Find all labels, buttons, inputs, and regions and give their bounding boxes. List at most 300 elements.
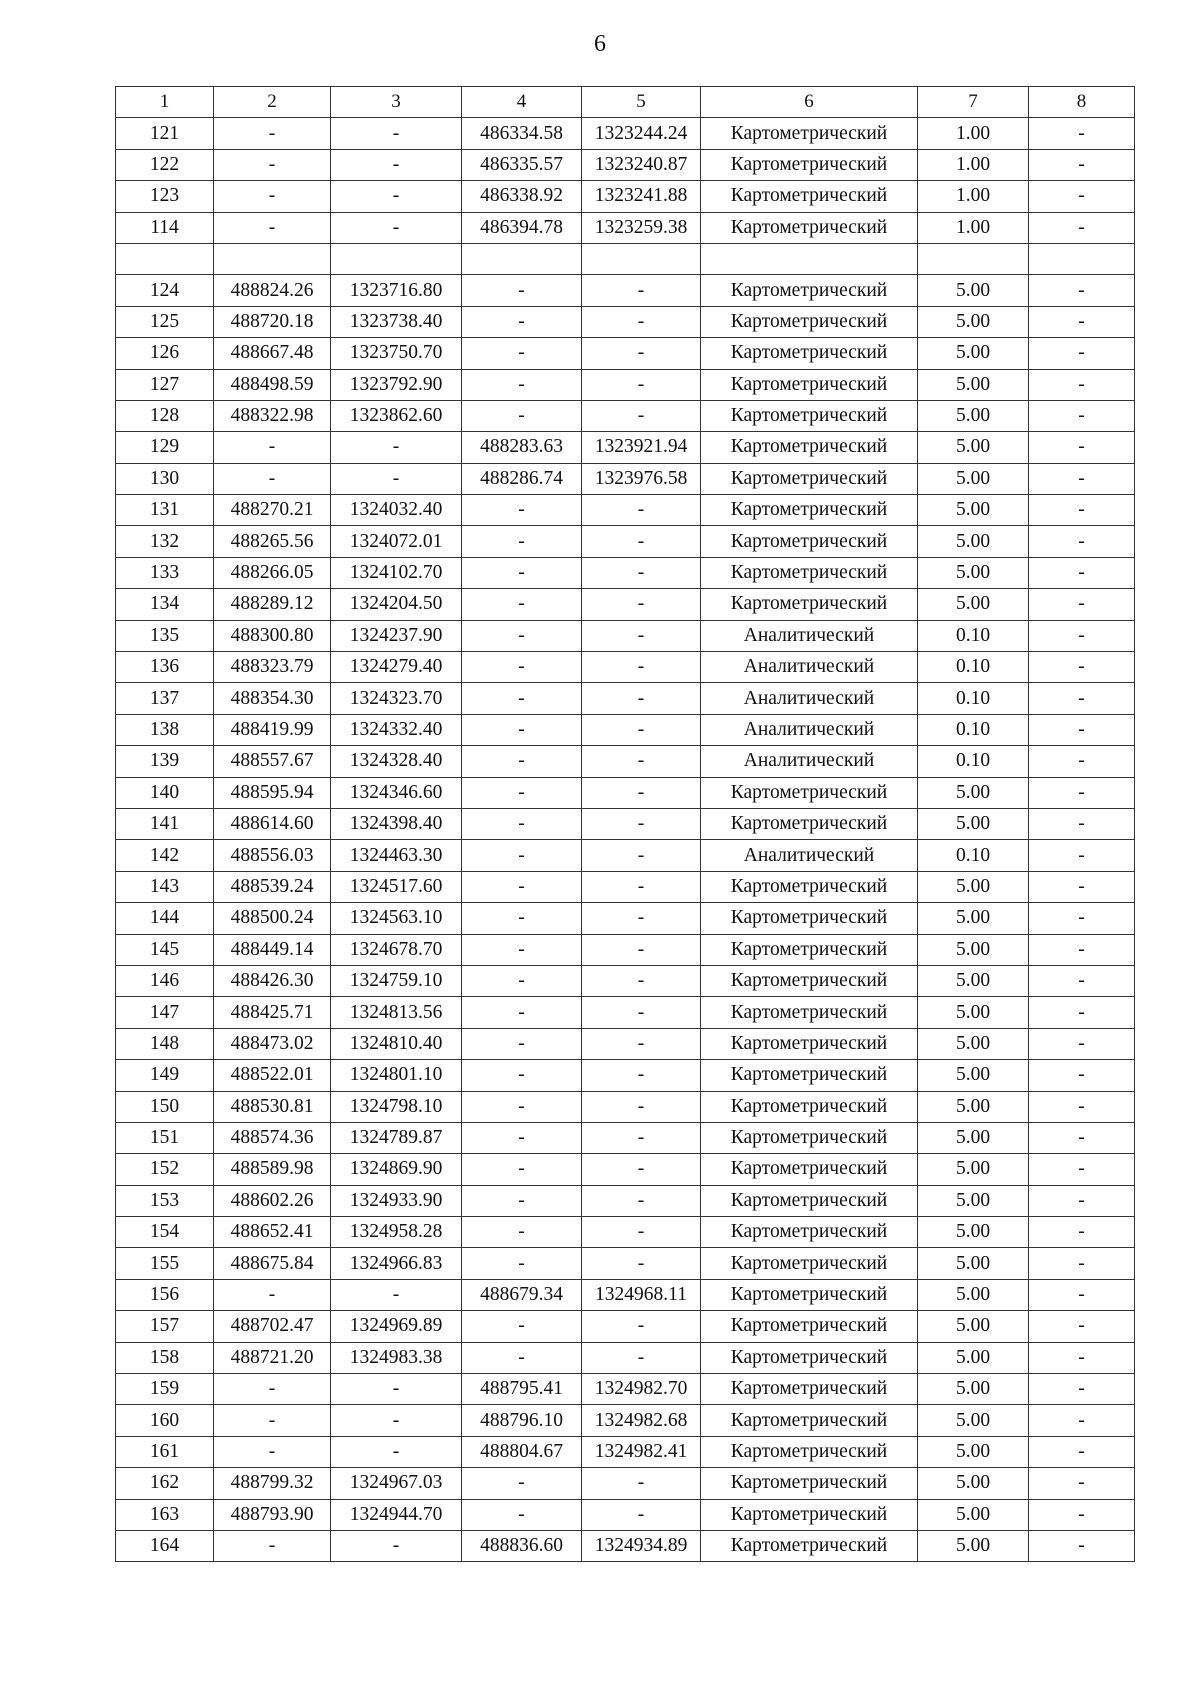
x-coord-cell: -: [214, 118, 331, 149]
note-cell: -: [1029, 1248, 1135, 1279]
note-cell: -: [1029, 149, 1135, 180]
x-coord-cell: 488425.71: [214, 997, 331, 1028]
x-coord-alt-cell: -: [462, 369, 582, 400]
header-cell-1: 1: [116, 87, 214, 118]
table-row: [116, 557, 1135, 588]
method-cell: Картометрический: [701, 212, 918, 243]
y-coord-cell: -: [331, 1405, 462, 1436]
x-coord-alt-cell: 488836.60: [462, 1530, 582, 1561]
point-number-cell: 154: [116, 1217, 214, 1248]
accuracy-cell: 5.00: [918, 1342, 1029, 1373]
x-coord-cell: 488721.20: [214, 1342, 331, 1373]
x-coord-cell: 488667.48: [214, 338, 331, 369]
note-cell: -: [1029, 1091, 1135, 1122]
header-cell-2: 2: [214, 87, 331, 118]
table-row: [116, 432, 1135, 463]
method-cell: Картометрический: [701, 871, 918, 902]
accuracy-cell: 5.00: [918, 1248, 1029, 1279]
x-coord-alt-cell: -: [462, 1342, 582, 1373]
x-coord-alt-cell: -: [462, 620, 582, 651]
table-row: [116, 589, 1135, 620]
accuracy-cell: 5.00: [918, 1154, 1029, 1185]
table-row: [116, 1468, 1135, 1499]
x-coord-cell: -: [214, 212, 331, 243]
method-cell: Картометрический: [701, 118, 918, 149]
y-coord-cell: 1324958.28: [331, 1217, 462, 1248]
y-coord-cell: 1324463.30: [331, 840, 462, 871]
accuracy-cell: 5.00: [918, 526, 1029, 557]
method-cell: Картометрический: [701, 997, 918, 1028]
point-number-cell: 131: [116, 495, 214, 526]
table-row: [116, 275, 1135, 306]
y-coord-cell: [331, 243, 462, 274]
x-coord-cell: 488354.30: [214, 683, 331, 714]
note-cell: -: [1029, 746, 1135, 777]
method-cell: Картометрический: [701, 495, 918, 526]
accuracy-cell: 0.10: [918, 683, 1029, 714]
table-row: [116, 212, 1135, 243]
x-coord-cell: 488793.90: [214, 1499, 331, 1530]
x-coord-cell: 488449.14: [214, 934, 331, 965]
y-coord-cell: 1324032.40: [331, 495, 462, 526]
y-coord-alt-cell: -: [582, 1154, 701, 1185]
y-coord-alt-cell: 1324982.41: [582, 1436, 701, 1467]
y-coord-cell: 1323862.60: [331, 400, 462, 431]
x-coord-cell: 488500.24: [214, 903, 331, 934]
point-number-cell: [116, 243, 214, 274]
y-coord-cell: 1324102.70: [331, 557, 462, 588]
point-number-cell: 136: [116, 652, 214, 683]
point-number-cell: 132: [116, 526, 214, 557]
table-row: [116, 1279, 1135, 1310]
table-row: [116, 1311, 1135, 1342]
note-cell: -: [1029, 589, 1135, 620]
y-coord-alt-cell: -: [582, 1248, 701, 1279]
y-coord-alt-cell: -: [582, 275, 701, 306]
point-number-cell: 126: [116, 338, 214, 369]
method-cell: Аналитический: [701, 620, 918, 651]
method-cell: Картометрический: [701, 1436, 918, 1467]
x-coord-cell: -: [214, 181, 331, 212]
point-number-cell: 150: [116, 1091, 214, 1122]
x-coord-alt-cell: -: [462, 903, 582, 934]
point-number-cell: 153: [116, 1185, 214, 1216]
point-number-cell: 141: [116, 808, 214, 839]
note-cell: -: [1029, 652, 1135, 683]
accuracy-cell: 5.00: [918, 1122, 1029, 1153]
y-coord-cell: 1324969.89: [331, 1311, 462, 1342]
y-coord-cell: 1324813.56: [331, 997, 462, 1028]
x-coord-cell: 488270.21: [214, 495, 331, 526]
x-coord-cell: 488539.24: [214, 871, 331, 902]
y-coord-alt-cell: -: [582, 934, 701, 965]
y-coord-alt-cell: -: [582, 997, 701, 1028]
y-coord-alt-cell: -: [582, 714, 701, 745]
point-number-cell: 157: [116, 1311, 214, 1342]
header-cell-3: 3: [331, 87, 462, 118]
x-coord-alt-cell: -: [462, 965, 582, 996]
y-coord-alt-cell: 1324982.68: [582, 1405, 701, 1436]
x-coord-alt-cell: -: [462, 338, 582, 369]
y-coord-alt-cell: -: [582, 965, 701, 996]
accuracy-cell: 0.10: [918, 746, 1029, 777]
method-cell: [701, 243, 918, 274]
y-coord-cell: 1324801.10: [331, 1060, 462, 1091]
accuracy-cell: 0.10: [918, 652, 1029, 683]
x-coord-alt-cell: -: [462, 871, 582, 902]
y-coord-alt-cell: 1323244.24: [582, 118, 701, 149]
x-coord-cell: -: [214, 1436, 331, 1467]
x-coord-alt-cell: -: [462, 777, 582, 808]
y-coord-cell: 1324279.40: [331, 652, 462, 683]
note-cell: -: [1029, 369, 1135, 400]
x-coord-alt-cell: -: [462, 1217, 582, 1248]
y-coord-cell: -: [331, 149, 462, 180]
x-coord-cell: 488675.84: [214, 1248, 331, 1279]
x-coord-alt-cell: 486338.92: [462, 181, 582, 212]
table-row: [116, 243, 1135, 274]
point-number-cell: 123: [116, 181, 214, 212]
x-coord-cell: 488720.18: [214, 306, 331, 337]
note-cell: -: [1029, 181, 1135, 212]
y-coord-cell: 1324967.03: [331, 1468, 462, 1499]
header-cell-6: 6: [701, 87, 918, 118]
method-cell: Картометрический: [701, 338, 918, 369]
x-coord-cell: 488589.98: [214, 1154, 331, 1185]
x-coord-alt-cell: -: [462, 1185, 582, 1216]
y-coord-cell: -: [331, 463, 462, 494]
y-coord-alt-cell: -: [582, 1311, 701, 1342]
y-coord-alt-cell: -: [582, 369, 701, 400]
x-coord-cell: 488300.80: [214, 620, 331, 651]
table-row: [116, 1122, 1135, 1153]
y-coord-alt-cell: -: [582, 840, 701, 871]
table-row: [116, 306, 1135, 337]
accuracy-cell: 5.00: [918, 1499, 1029, 1530]
x-coord-alt-cell: -: [462, 683, 582, 714]
y-coord-alt-cell: -: [582, 557, 701, 588]
x-coord-alt-cell: [462, 243, 582, 274]
x-coord-cell: 488522.01: [214, 1060, 331, 1091]
x-coord-alt-cell: 486334.58: [462, 118, 582, 149]
y-coord-cell: 1324983.38: [331, 1342, 462, 1373]
x-coord-alt-cell: -: [462, 840, 582, 871]
x-coord-cell: 488530.81: [214, 1091, 331, 1122]
method-cell: Картометрический: [701, 1185, 918, 1216]
note-cell: -: [1029, 965, 1135, 996]
table-row: [116, 997, 1135, 1028]
note-cell: -: [1029, 275, 1135, 306]
point-number-cell: 159: [116, 1374, 214, 1405]
y-coord-alt-cell: -: [582, 903, 701, 934]
point-number-cell: 161: [116, 1436, 214, 1467]
method-cell: Картометрический: [701, 1405, 918, 1436]
y-coord-alt-cell: -: [582, 683, 701, 714]
table-row: [116, 1217, 1135, 1248]
note-cell: -: [1029, 557, 1135, 588]
x-coord-alt-cell: -: [462, 589, 582, 620]
x-coord-alt-cell: -: [462, 1499, 582, 1530]
method-cell: Картометрический: [701, 400, 918, 431]
note-cell: -: [1029, 526, 1135, 557]
x-coord-alt-cell: -: [462, 808, 582, 839]
header-row: [116, 87, 1135, 118]
y-coord-cell: 1324237.90: [331, 620, 462, 651]
y-coord-alt-cell: -: [582, 871, 701, 902]
y-coord-alt-cell: -: [582, 306, 701, 337]
y-coord-alt-cell: -: [582, 526, 701, 557]
x-coord-alt-cell: -: [462, 934, 582, 965]
method-cell: Картометрический: [701, 934, 918, 965]
x-coord-alt-cell: 488679.34: [462, 1279, 582, 1310]
accuracy-cell: 5.00: [918, 965, 1029, 996]
note-cell: -: [1029, 400, 1135, 431]
method-cell: Картометрический: [701, 306, 918, 337]
table-row: [116, 338, 1135, 369]
method-cell: Картометрический: [701, 432, 918, 463]
accuracy-cell: 5.00: [918, 1374, 1029, 1405]
x-coord-alt-cell: -: [462, 400, 582, 431]
y-coord-cell: 1324789.87: [331, 1122, 462, 1153]
y-coord-cell: 1324517.60: [331, 871, 462, 902]
table-row: [116, 118, 1135, 149]
table-row: [116, 400, 1135, 431]
x-coord-cell: 488556.03: [214, 840, 331, 871]
y-coord-alt-cell: 1323259.38: [582, 212, 701, 243]
note-cell: -: [1029, 212, 1135, 243]
y-coord-alt-cell: 1323976.58: [582, 463, 701, 494]
y-coord-cell: 1323792.90: [331, 369, 462, 400]
method-cell: Картометрический: [701, 1499, 918, 1530]
y-coord-cell: 1324323.70: [331, 683, 462, 714]
accuracy-cell: 5.00: [918, 903, 1029, 934]
x-coord-cell: 488557.67: [214, 746, 331, 777]
method-cell: Картометрический: [701, 463, 918, 494]
accuracy-cell: 0.10: [918, 840, 1029, 871]
point-number-cell: 129: [116, 432, 214, 463]
y-coord-alt-cell: [582, 243, 701, 274]
table-row: [116, 652, 1135, 683]
note-cell: -: [1029, 1185, 1135, 1216]
y-coord-alt-cell: -: [582, 1060, 701, 1091]
accuracy-cell: 5.00: [918, 275, 1029, 306]
accuracy-cell: 5.00: [918, 1185, 1029, 1216]
y-coord-alt-cell: -: [582, 1028, 701, 1059]
x-coord-alt-cell: 488796.10: [462, 1405, 582, 1436]
table-row: [116, 1248, 1135, 1279]
x-coord-cell: -: [214, 432, 331, 463]
x-coord-alt-cell: -: [462, 746, 582, 777]
table-header: [116, 87, 1135, 118]
x-coord-cell: -: [214, 1374, 331, 1405]
y-coord-alt-cell: -: [582, 338, 701, 369]
x-coord-cell: 488322.98: [214, 400, 331, 431]
note-cell: -: [1029, 1530, 1135, 1561]
method-cell: Картометрический: [701, 903, 918, 934]
table-row: [116, 965, 1135, 996]
table-row: [116, 181, 1135, 212]
x-coord-cell: 488595.94: [214, 777, 331, 808]
accuracy-cell: 5.00: [918, 997, 1029, 1028]
x-coord-cell: 488799.32: [214, 1468, 331, 1499]
y-coord-cell: 1324759.10: [331, 965, 462, 996]
x-coord-cell: -: [214, 1405, 331, 1436]
accuracy-cell: 5.00: [918, 495, 1029, 526]
y-coord-alt-cell: -: [582, 808, 701, 839]
method-cell: Картометрический: [701, 1217, 918, 1248]
header-cell-4: 4: [462, 87, 582, 118]
table-row: [116, 840, 1135, 871]
note-cell: -: [1029, 934, 1135, 965]
method-cell: Картометрический: [701, 1342, 918, 1373]
point-number-cell: 144: [116, 903, 214, 934]
method-cell: Картометрический: [701, 808, 918, 839]
y-coord-alt-cell: -: [582, 400, 701, 431]
point-number-cell: 145: [116, 934, 214, 965]
table-row: [116, 495, 1135, 526]
y-coord-cell: 1323750.70: [331, 338, 462, 369]
method-cell: Картометрический: [701, 1091, 918, 1122]
y-coord-alt-cell: -: [582, 652, 701, 683]
method-cell: Картометрический: [701, 557, 918, 588]
point-number-cell: 134: [116, 589, 214, 620]
x-coord-alt-cell: 488804.67: [462, 1436, 582, 1467]
accuracy-cell: 5.00: [918, 1436, 1029, 1467]
method-cell: Картометрический: [701, 1122, 918, 1153]
y-coord-cell: -: [331, 432, 462, 463]
method-cell: Картометрический: [701, 1468, 918, 1499]
y-coord-cell: 1324346.60: [331, 777, 462, 808]
y-coord-cell: 1324204.50: [331, 589, 462, 620]
y-coord-alt-cell: 1324968.11: [582, 1279, 701, 1310]
method-cell: Картометрический: [701, 181, 918, 212]
x-coord-alt-cell: -: [462, 652, 582, 683]
method-cell: Картометрический: [701, 589, 918, 620]
x-coord-alt-cell: -: [462, 997, 582, 1028]
accuracy-cell: 5.00: [918, 557, 1029, 588]
table-row: [116, 1091, 1135, 1122]
method-cell: Аналитический: [701, 840, 918, 871]
y-coord-cell: -: [331, 1436, 462, 1467]
note-cell: -: [1029, 1122, 1135, 1153]
y-coord-alt-cell: -: [582, 1217, 701, 1248]
note-cell: -: [1029, 1436, 1135, 1467]
x-coord-alt-cell: 488795.41: [462, 1374, 582, 1405]
method-cell: Картометрический: [701, 526, 918, 557]
x-coord-alt-cell: -: [462, 1154, 582, 1185]
note-cell: -: [1029, 871, 1135, 902]
x-coord-cell: 488614.60: [214, 808, 331, 839]
method-cell: Аналитический: [701, 746, 918, 777]
accuracy-cell: 5.00: [918, 1405, 1029, 1436]
note-cell: -: [1029, 306, 1135, 337]
y-coord-cell: 1324966.83: [331, 1248, 462, 1279]
table-row: [116, 1154, 1135, 1185]
accuracy-cell: 5.00: [918, 432, 1029, 463]
accuracy-cell: 1.00: [918, 149, 1029, 180]
accuracy-cell: 5.00: [918, 1217, 1029, 1248]
point-number-cell: 155: [116, 1248, 214, 1279]
table-row: [116, 1060, 1135, 1091]
point-number-cell: 148: [116, 1028, 214, 1059]
x-coord-cell: 488289.12: [214, 589, 331, 620]
table-row: [116, 463, 1135, 494]
point-number-cell: 160: [116, 1405, 214, 1436]
accuracy-cell: 5.00: [918, 1311, 1029, 1342]
point-number-cell: 156: [116, 1279, 214, 1310]
point-number-cell: 139: [116, 746, 214, 777]
y-coord-alt-cell: 1324934.89: [582, 1530, 701, 1561]
table-row: [116, 1185, 1135, 1216]
y-coord-cell: -: [331, 1279, 462, 1310]
accuracy-cell: 5.00: [918, 934, 1029, 965]
table-row: [116, 903, 1135, 934]
note-cell: -: [1029, 620, 1135, 651]
table-row: [116, 1436, 1135, 1467]
point-number-cell: 164: [116, 1530, 214, 1561]
x-coord-alt-cell: 488286.74: [462, 463, 582, 494]
note-cell: -: [1029, 338, 1135, 369]
y-coord-alt-cell: -: [582, 589, 701, 620]
point-number-cell: 151: [116, 1122, 214, 1153]
table-row: [116, 1405, 1135, 1436]
y-coord-alt-cell: -: [582, 1468, 701, 1499]
y-coord-cell: 1324944.70: [331, 1499, 462, 1530]
point-number-cell: 147: [116, 997, 214, 1028]
y-coord-cell: 1323738.40: [331, 306, 462, 337]
note-cell: -: [1029, 683, 1135, 714]
x-coord-cell: 488602.26: [214, 1185, 331, 1216]
y-coord-alt-cell: -: [582, 1342, 701, 1373]
y-coord-alt-cell: 1323921.94: [582, 432, 701, 463]
accuracy-cell: 5.00: [918, 1060, 1029, 1091]
accuracy-cell: 5.00: [918, 400, 1029, 431]
table-row: [116, 871, 1135, 902]
x-coord-cell: -: [214, 1279, 331, 1310]
x-coord-alt-cell: -: [462, 1311, 582, 1342]
x-coord-cell: 488498.59: [214, 369, 331, 400]
x-coord-alt-cell: -: [462, 1091, 582, 1122]
method-cell: Картометрический: [701, 369, 918, 400]
note-cell: -: [1029, 1468, 1135, 1499]
method-cell: Аналитический: [701, 714, 918, 745]
x-coord-cell: 488426.30: [214, 965, 331, 996]
x-coord-cell: 488574.36: [214, 1122, 331, 1153]
note-cell: -: [1029, 1028, 1135, 1059]
note-cell: -: [1029, 808, 1135, 839]
accuracy-cell: 5.00: [918, 1468, 1029, 1499]
y-coord-alt-cell: -: [582, 777, 701, 808]
point-number-cell: 137: [116, 683, 214, 714]
point-number-cell: 127: [116, 369, 214, 400]
point-number-cell: 135: [116, 620, 214, 651]
accuracy-cell: 1.00: [918, 118, 1029, 149]
point-number-cell: 128: [116, 400, 214, 431]
coordinates-table: [115, 86, 1135, 1562]
y-coord-alt-cell: -: [582, 1122, 701, 1153]
x-coord-alt-cell: -: [462, 526, 582, 557]
y-coord-cell: -: [331, 1530, 462, 1561]
y-coord-cell: 1324398.40: [331, 808, 462, 839]
table-row: [116, 714, 1135, 745]
point-number-cell: 146: [116, 965, 214, 996]
y-coord-cell: 1323716.80: [331, 275, 462, 306]
point-number-cell: 122: [116, 149, 214, 180]
note-cell: -: [1029, 777, 1135, 808]
accuracy-cell: 5.00: [918, 1091, 1029, 1122]
table-row: [116, 369, 1135, 400]
y-coord-cell: 1324678.70: [331, 934, 462, 965]
